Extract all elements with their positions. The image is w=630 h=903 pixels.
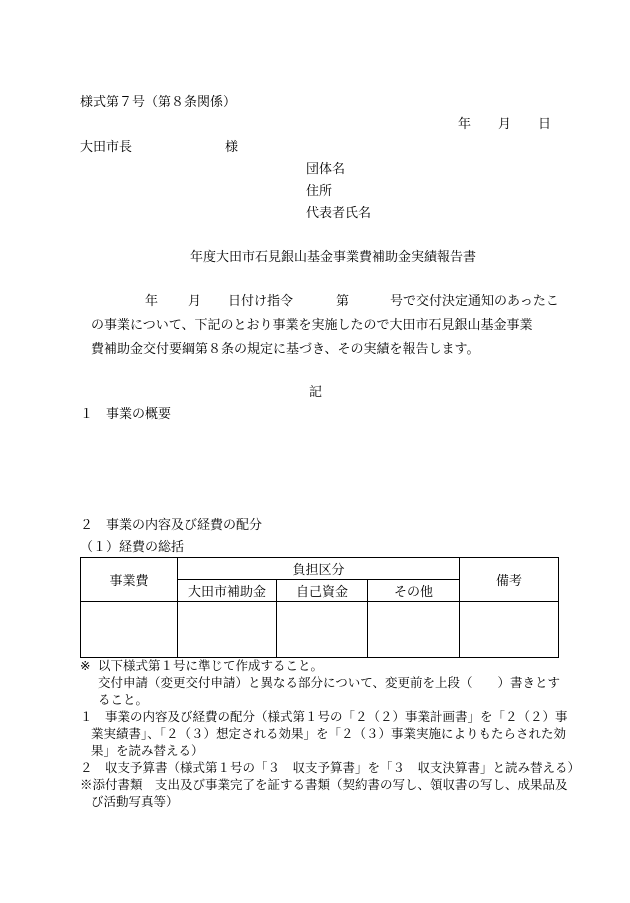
intro-number-prefix: 第 (336, 294, 350, 309)
form-number: 様式第７号（第８条関係） (80, 95, 237, 110)
header-project-cost: 事業費 (81, 558, 178, 602)
cell-city-subsidy[interactable] (178, 602, 277, 658)
header-remarks: 備考 (460, 558, 559, 602)
cell-own-funds[interactable] (277, 602, 368, 658)
note-5-line-b: び活動写真等） (91, 794, 179, 809)
cell-project-cost[interactable] (81, 602, 178, 658)
header-burden-division: 負担区分 (178, 558, 460, 580)
applicant-address-label: 住所 (306, 184, 333, 199)
note-3-line-c: 果」を読み替える） (91, 743, 204, 758)
subsection-cost-summary: （１）経費の総括 (80, 540, 185, 555)
intro-month: 月 (188, 294, 202, 309)
section-2-heading: ２ 事業の内容及び経費の配分 (80, 518, 263, 533)
note-3-line-b: 業実績書」、「２（３）想定される効果」を「２（３）事業実施によりもたらされた効 (91, 726, 567, 741)
intro-year: 年 (145, 294, 159, 309)
note-1-mark: ※ (80, 658, 91, 673)
note-4: ２ 収支予算書（様式第１号の「３ 収支予算書」を「３ 収支決算書」と読み替える） (80, 760, 581, 775)
table-header-row (81, 558, 559, 580)
page-title: 年度大田市石見銀山基金事業費補助金実績報告書 (190, 250, 477, 265)
addressee-name: 大田市長 (80, 140, 133, 155)
cost-summary-table (80, 557, 559, 658)
intro-line3: 費補助金交付要綱第８条の規定に基づき、その実績を報告します。 (91, 342, 480, 357)
note-2-line-b: ること。 (98, 692, 149, 707)
header-city-subsidy: 大田市補助金 (178, 580, 277, 602)
header-other: その他 (368, 580, 460, 602)
date-day-label: 日 (538, 117, 552, 132)
date-month-label: 月 (498, 117, 512, 132)
intro-date-ref: 日付け指令 (228, 294, 294, 309)
applicant-group-name-label: 団体名 (306, 162, 346, 177)
note-3-line-a: １ 事業の内容及び経費の配分（様式第１号の「２（２）事業計画書」を「２（２）事 (80, 709, 568, 724)
applicant-representative-label: 代表者氏名 (306, 206, 372, 221)
note-5-line-a: ※添付書類 支出及び事業完了を証する書類（契約書の写し、領収書の写し、成果品及 (80, 777, 568, 792)
ki-heading: 記 (309, 385, 323, 400)
addressee-honorific: 様 (225, 140, 239, 155)
cell-remarks[interactable] (460, 602, 559, 658)
intro-line1-rest: 号で交付決定通知のあったこ (390, 294, 559, 309)
note-2-line-a: 交付申請（変更交付申請）と異なる部分について、変更前を上段（ ）書きとす (98, 675, 561, 690)
table-row (81, 602, 559, 658)
date-year-label: 年 (458, 117, 472, 132)
section-1-heading: １ 事業の概要 (80, 407, 172, 422)
note-1: 以下様式第１号に準じて作成すること。 (98, 658, 324, 673)
cell-other[interactable] (368, 602, 460, 658)
header-own-funds: 自己資金 (277, 580, 368, 602)
intro-line2: の事業について、下記のとおり事業を実施したので大田市石見銀山基金事業 (91, 318, 533, 333)
